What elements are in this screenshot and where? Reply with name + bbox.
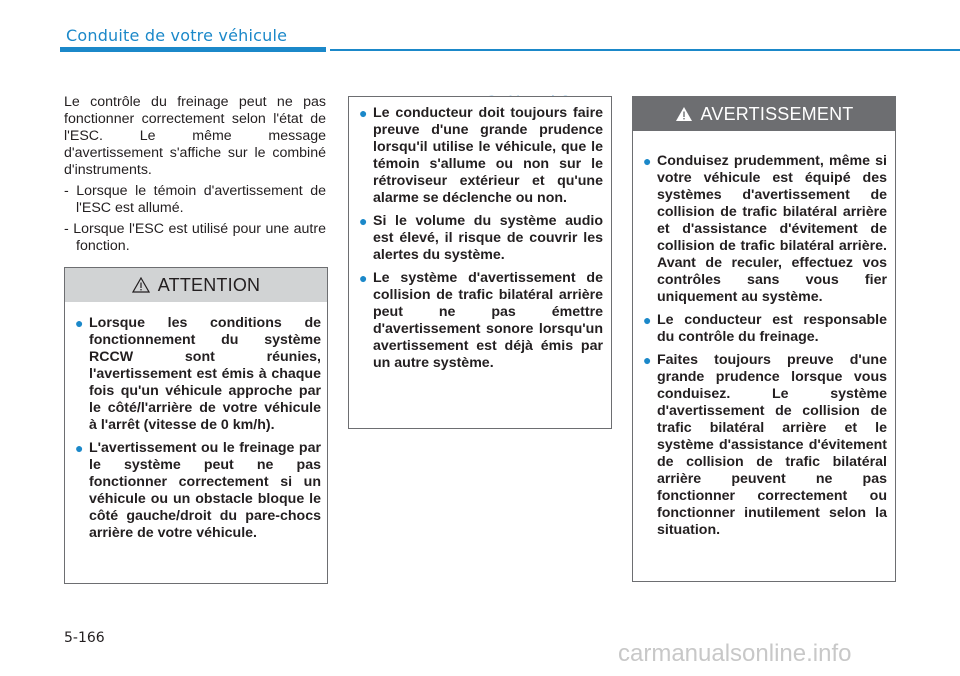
attention-box: [64, 267, 328, 584]
header-bar-left: [60, 47, 326, 52]
warning-item: ● Faites toujours preuve d'une grande prudence lorsque vous conduisez. Le système d'avertissement de collision de trafic bilatéral arrière et le système d'assistance d'évitement de collision de trafic bilatéral arrière peuvent ne pas fonctionner correctement ou fonctionner inutilement selon la situation.: [643, 352, 887, 538]
warning-title: AVERTISSEMENT: [700, 103, 854, 124]
continued-item: ● Si le volume du système audio est élevé, il risque de couvrir les alertes du système.: [359, 213, 603, 263]
intro-item: - Lorsque le témoin d'avertissement de l'ESC est allumé.: [64, 183, 326, 216]
attention-title: ATTENTION: [157, 274, 261, 295]
attention-header: [65, 268, 327, 302]
header-bar-right: [330, 49, 960, 51]
caution-triangle-icon: [132, 277, 150, 293]
attention-item: ● L'avertissement ou le freinage par le système peut ne pas fonctionner correctement si un véhicule ou un obstacle bloque le côté gauche/droit du pare-chocs arrière de votre véhicule.: [75, 440, 321, 541]
intro-paragraph: Le contrôle du freinage peut ne pas fonctionner correctement selon l'état de l'ESC. Le même message d'avertissement s'affiche sur le combiné d'instruments.: [64, 94, 326, 178]
section-title: Conduite de votre véhicule: [66, 26, 288, 45]
continued-item: ● Le conducteur doit toujours faire preuve d'une grande prudence lorsqu'il utilise le véhicule, que le témoin s'allume ou non sur le rétroviseur extérieur et qu'une alarme se déclenche ou non.: [359, 105, 603, 206]
intro-item: - Lorsque l'ESC est utilisé pour une autre fonction.: [64, 221, 326, 254]
continued-item: ● Le système d'avertissement de collision de trafic bilatéral arrière peut ne pas émettre d'avertissement sonore lorsqu'un avertissement est déjà émis par un autre système.: [359, 270, 603, 371]
warning-box: [632, 96, 896, 582]
page-number: 5-166: [64, 630, 105, 646]
continued-warning-box: [348, 96, 612, 429]
warning-item: ● Conduisez prudemment, même si votre véhicule est équipé des systèmes d'avertissement de collision de trafic bilatéral arrière et d'assistance d'évitement de collision de trafic bilatéral arrière. Avant de reculer, effectuez vos contrôles sans vous fier uniquement au système.: [643, 153, 887, 305]
warning-item: ● Le conducteur est responsable du contrôle du freinage.: [643, 312, 887, 345]
warning-header: [633, 97, 895, 131]
attention-item: ● Lorsque les conditions de fonctionnement du système RCCW sont réunies, l'avertissement est émis à chaque fois qu'un véhicule approche par le côté/l'arrière de votre véhicule à l'arrêt (vitesse de 0 km/h).: [75, 315, 321, 433]
watermark-bottom: carmanualsonline.info: [618, 640, 852, 667]
intro-text: [64, 94, 326, 255]
warning-triangle-icon: [675, 106, 693, 122]
